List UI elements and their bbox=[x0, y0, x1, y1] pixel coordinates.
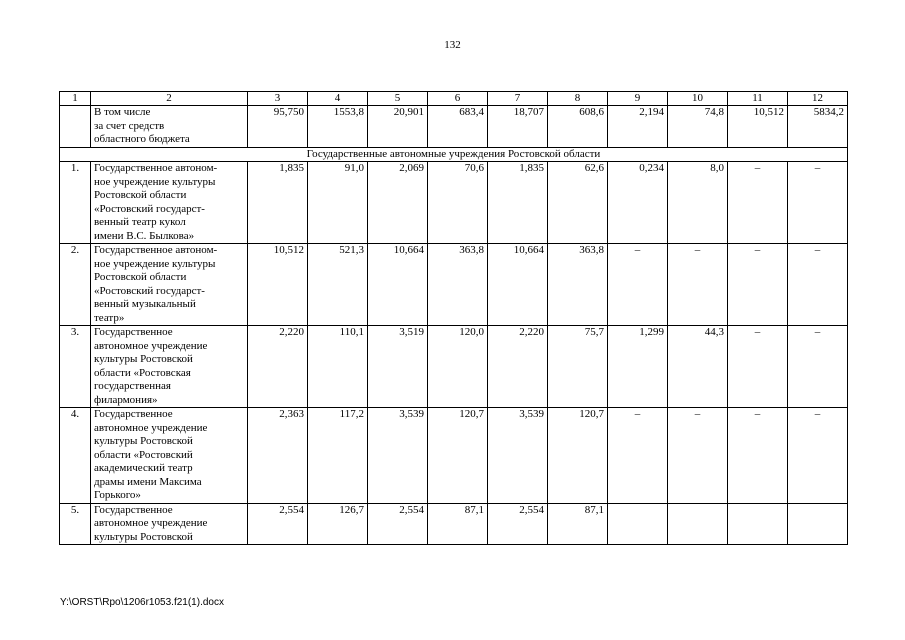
column-header: 1 bbox=[60, 92, 91, 106]
name-cell bbox=[91, 106, 248, 148]
table-row bbox=[60, 326, 848, 408]
table-row bbox=[60, 503, 848, 545]
value-cell: – bbox=[608, 244, 668, 326]
name-line: Ростовской области bbox=[94, 189, 187, 201]
value-cell: 608,6 bbox=[548, 106, 608, 148]
name-line: культуры Ростовской bbox=[94, 435, 193, 447]
name-line: венный музыкальный bbox=[94, 298, 196, 310]
table-row bbox=[60, 162, 848, 244]
value-cell: – bbox=[728, 326, 788, 408]
value-cell: 0,234 bbox=[608, 162, 668, 244]
table-row bbox=[60, 408, 848, 504]
value-cell: 8,0 bbox=[668, 162, 728, 244]
value-cell: 62,6 bbox=[548, 162, 608, 244]
name-line: автономное учреждение bbox=[94, 339, 208, 352]
name-line: В том числе bbox=[94, 106, 151, 118]
value-cell: 117,2 bbox=[308, 408, 368, 504]
section-title: Государственные автономные учреждения Ростовской области bbox=[60, 147, 848, 162]
column-header: 8 bbox=[548, 92, 608, 106]
value-cell: 2,554 bbox=[248, 503, 308, 545]
value-cell: 110,1 bbox=[308, 326, 368, 408]
name-line: Государственное bbox=[94, 503, 173, 516]
name-line: областного бюджета bbox=[94, 133, 190, 145]
name-line: области «Ростовская bbox=[94, 366, 191, 379]
table-row bbox=[60, 244, 848, 326]
value-cell: 20,901 bbox=[368, 106, 428, 148]
name-line: Государственное bbox=[94, 326, 173, 338]
value-cell: 95,750 bbox=[248, 106, 308, 148]
row-number-cell: 5. bbox=[60, 503, 91, 545]
value-cell: – bbox=[788, 408, 848, 504]
value-cell: 5834,2 bbox=[788, 106, 848, 148]
value-cell: 10,512 bbox=[248, 244, 308, 326]
value-cell: 75,7 bbox=[548, 326, 608, 408]
name-line: Государственное автоном- bbox=[94, 162, 218, 174]
column-header: 11 bbox=[728, 92, 788, 106]
value-cell: – bbox=[788, 326, 848, 408]
value-cell bbox=[788, 503, 848, 545]
name-cell bbox=[91, 326, 248, 408]
value-cell: 2,363 bbox=[248, 408, 308, 504]
value-cell: 91,0 bbox=[308, 162, 368, 244]
name-line: культуры Ростовской bbox=[94, 353, 193, 365]
name-line: «Ростовский государст- bbox=[94, 284, 205, 297]
column-header: 4 bbox=[308, 92, 368, 106]
name-line: ное учреждение культуры bbox=[94, 175, 216, 188]
value-cell: 126,7 bbox=[308, 503, 368, 545]
value-cell: 2,220 bbox=[248, 326, 308, 408]
value-cell: 10,664 bbox=[368, 244, 428, 326]
subtotal-row bbox=[60, 106, 848, 148]
value-cell: 10,664 bbox=[488, 244, 548, 326]
column-header: 5 bbox=[368, 92, 428, 106]
name-line: филармония» bbox=[94, 393, 158, 406]
page-number: 132 bbox=[444, 39, 461, 51]
column-header: 3 bbox=[248, 92, 308, 106]
value-cell: – bbox=[728, 408, 788, 504]
value-cell: 87,1 bbox=[428, 503, 488, 545]
value-cell: – bbox=[788, 162, 848, 244]
name-line: «Ростовский государст- bbox=[94, 202, 205, 215]
name-line: государственная bbox=[94, 380, 171, 392]
name-cell bbox=[91, 244, 248, 326]
value-cell: – bbox=[668, 244, 728, 326]
footer-file-path: Y:\ORST\Rpo\1206r1053.f21(1).docx bbox=[60, 597, 224, 608]
column-header: 12 bbox=[788, 92, 848, 106]
value-cell: 1553,8 bbox=[308, 106, 368, 148]
name-line: имени В.С. Былкова» bbox=[94, 229, 195, 242]
value-cell: 2,554 bbox=[488, 503, 548, 545]
name-line: венный театр кукол bbox=[94, 216, 186, 228]
value-cell: – bbox=[608, 408, 668, 504]
value-cell: 2,194 bbox=[608, 106, 668, 148]
value-cell: 120,0 bbox=[428, 326, 488, 408]
name-cell bbox=[91, 503, 248, 545]
name-line: академический театр bbox=[94, 462, 193, 474]
value-cell: 3,539 bbox=[488, 408, 548, 504]
row-number-cell: 4. bbox=[60, 408, 91, 504]
name-line: театр» bbox=[94, 311, 125, 324]
value-cell: 120,7 bbox=[548, 408, 608, 504]
value-cell: – bbox=[728, 162, 788, 244]
value-cell: 44,3 bbox=[668, 326, 728, 408]
value-cell bbox=[728, 503, 788, 545]
value-cell: – bbox=[728, 244, 788, 326]
column-header: 10 bbox=[668, 92, 728, 106]
value-cell bbox=[608, 503, 668, 545]
column-header: 9 bbox=[608, 92, 668, 106]
name-line: области «Ростовский bbox=[94, 448, 193, 461]
name-line: ное учреждение культуры bbox=[94, 257, 216, 270]
value-cell: – bbox=[788, 244, 848, 326]
value-cell: 18,707 bbox=[488, 106, 548, 148]
value-cell: 1,299 bbox=[608, 326, 668, 408]
name-line: культуры Ростовской bbox=[94, 530, 193, 543]
column-numbers-row bbox=[60, 92, 848, 106]
name-line: Государственное автоном- bbox=[94, 244, 218, 256]
name-line: автономное учреждение bbox=[94, 517, 208, 529]
name-line: автономное учреждение bbox=[94, 421, 208, 434]
value-cell: 3,539 bbox=[368, 408, 428, 504]
section-row bbox=[60, 147, 848, 162]
name-cell bbox=[91, 408, 248, 504]
value-cell bbox=[668, 503, 728, 545]
value-cell: 363,8 bbox=[428, 244, 488, 326]
value-cell: 1,835 bbox=[248, 162, 308, 244]
value-cell: 2,554 bbox=[368, 503, 428, 545]
column-header: 2 bbox=[91, 92, 248, 106]
row-number-cell: 2. bbox=[60, 244, 91, 326]
name-line: Горького» bbox=[94, 489, 141, 501]
value-cell: 3,519 bbox=[368, 326, 428, 408]
value-cell: 683,4 bbox=[428, 106, 488, 148]
column-header: 7 bbox=[488, 92, 548, 106]
name-line: Ростовской области bbox=[94, 271, 187, 283]
value-cell: 74,8 bbox=[668, 106, 728, 148]
name-line: за счет средств bbox=[94, 119, 165, 132]
row-number-cell bbox=[60, 106, 91, 148]
budget-table bbox=[59, 91, 848, 545]
value-cell: 2,220 bbox=[488, 326, 548, 408]
value-cell: 521,3 bbox=[308, 244, 368, 326]
value-cell: 2,069 bbox=[368, 162, 428, 244]
value-cell: 87,1 bbox=[548, 503, 608, 545]
column-header: 6 bbox=[428, 92, 488, 106]
name-line: Государственное bbox=[94, 408, 173, 420]
value-cell: 70,6 bbox=[428, 162, 488, 244]
name-line: драмы имени Максима bbox=[94, 475, 202, 488]
name-cell bbox=[91, 162, 248, 244]
value-cell: 1,835 bbox=[488, 162, 548, 244]
value-cell: 120,7 bbox=[428, 408, 488, 504]
row-number-cell: 1. bbox=[60, 162, 91, 244]
value-cell: 10,512 bbox=[728, 106, 788, 148]
value-cell: – bbox=[668, 408, 728, 504]
row-number-cell: 3. bbox=[60, 326, 91, 408]
value-cell: 363,8 bbox=[548, 244, 608, 326]
